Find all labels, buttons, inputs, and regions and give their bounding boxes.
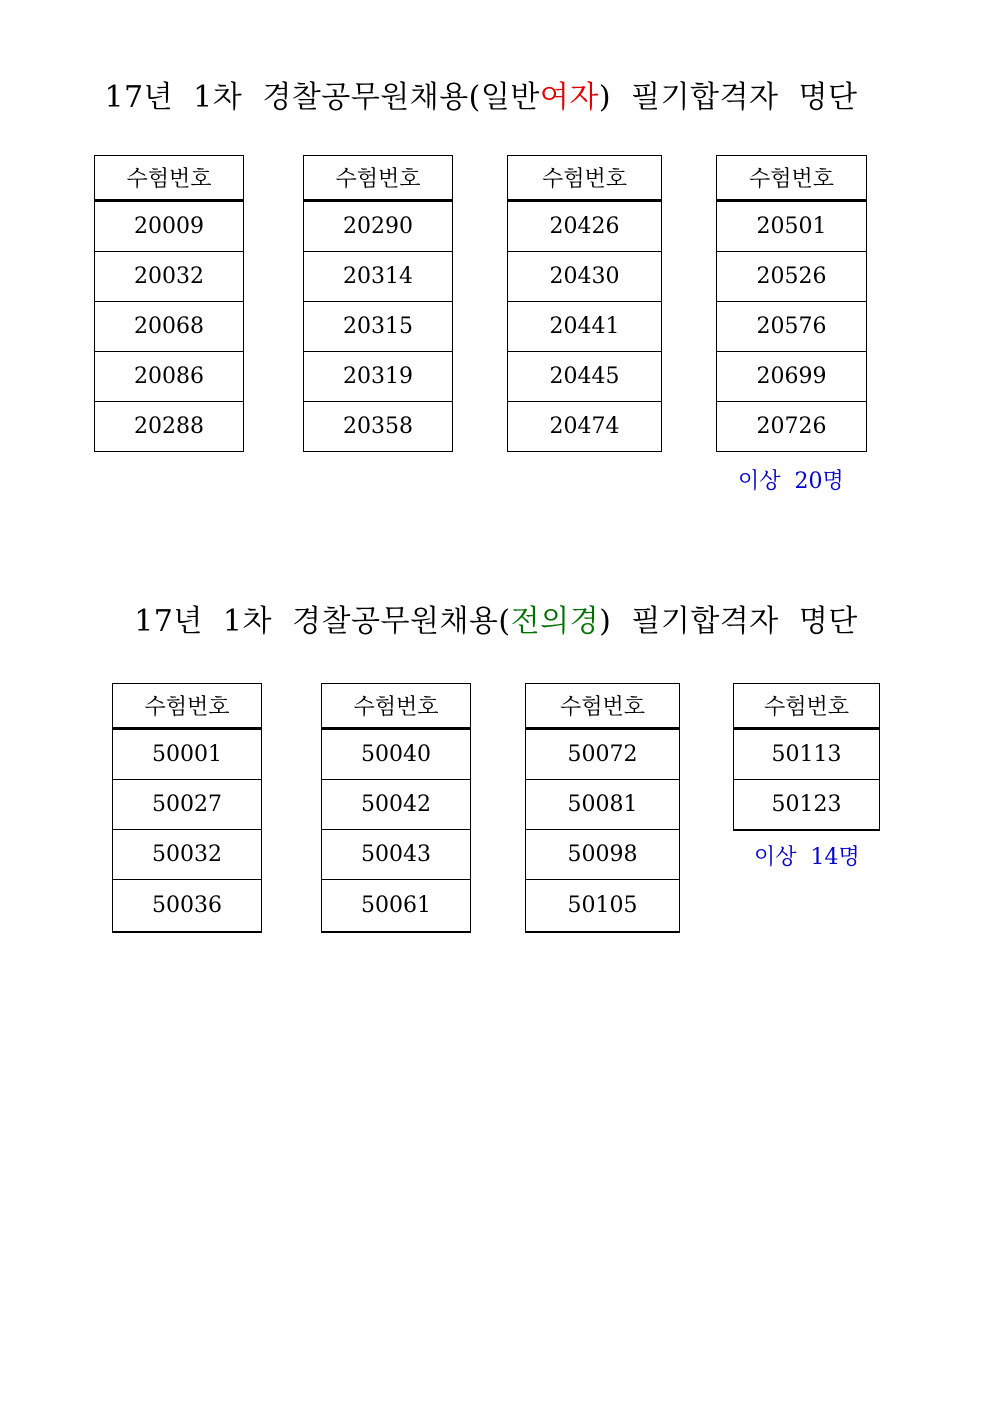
id-table-1-2 — [303, 155, 453, 452]
table-row — [304, 402, 453, 452]
table-row — [113, 830, 262, 880]
title-highlight: 여자 — [539, 80, 599, 115]
column-header: 수험번호 — [322, 684, 471, 729]
column-header: 수험번호 — [717, 156, 867, 201]
exam-number-cell: 50098 — [526, 830, 680, 880]
column-header: 수험번호 — [526, 684, 680, 729]
exam-number-cell: 50123 — [734, 780, 880, 831]
title-text: ) 필기합격자 명단 — [599, 604, 858, 639]
table-row — [95, 402, 244, 452]
exam-number-cell: 20068 — [95, 302, 244, 352]
exam-number-cell: 50042 — [322, 780, 471, 830]
exam-number-cell: 20319 — [304, 352, 453, 402]
exam-number-cell: 20314 — [304, 252, 453, 302]
exam-number-cell: 20441 — [508, 302, 662, 352]
table-row — [113, 880, 262, 933]
exam-number-cell: 20086 — [95, 352, 244, 402]
table-header-row — [734, 684, 880, 729]
exam-number-cell: 50113 — [734, 729, 880, 780]
table-header-row — [304, 156, 453, 201]
table-row — [526, 880, 680, 933]
table-row — [322, 880, 471, 933]
table-header-row — [717, 156, 867, 201]
exam-number-cell: 50072 — [526, 729, 680, 780]
table-row — [734, 729, 880, 780]
exam-number-cell: 50043 — [322, 830, 471, 880]
exam-number-cell: 20526 — [717, 252, 867, 302]
table-row — [508, 402, 662, 452]
table-row — [95, 252, 244, 302]
table-row — [526, 830, 680, 880]
table-row — [113, 780, 262, 830]
column-header: 수험번호 — [113, 684, 262, 729]
table-row — [508, 252, 662, 302]
table-header-row — [508, 156, 662, 201]
table-row — [304, 252, 453, 302]
column-header: 수험번호 — [304, 156, 453, 201]
exam-number-cell: 50001 — [113, 729, 262, 780]
column-header: 수험번호 — [508, 156, 662, 201]
section-2-total-note: 이상 14명 — [754, 845, 860, 870]
exam-number-cell: 50036 — [113, 880, 262, 933]
table-row — [508, 352, 662, 402]
table-row — [734, 780, 880, 831]
exam-number-cell: 20474 — [508, 402, 662, 452]
column-header: 수험번호 — [95, 156, 244, 201]
id-table-2-2 — [321, 683, 471, 933]
exam-number-cell: 20699 — [717, 352, 867, 402]
id-table-1-4 — [716, 155, 867, 452]
table-row — [95, 352, 244, 402]
exam-number-cell: 20315 — [304, 302, 453, 352]
title-text: 17년 1차 경찰공무원채용(일반 — [104, 80, 540, 115]
table-header-row — [113, 684, 262, 729]
table-row — [322, 729, 471, 780]
table-row — [95, 201, 244, 252]
table-row — [322, 780, 471, 830]
table-row — [717, 402, 867, 452]
section-2-title — [0, 596, 992, 640]
exam-number-cell: 20430 — [508, 252, 662, 302]
table-header-row — [526, 684, 680, 729]
exam-number-cell: 20290 — [304, 201, 453, 252]
table-header-row — [322, 684, 471, 729]
table-row — [526, 780, 680, 830]
exam-number-cell: 20009 — [95, 201, 244, 252]
exam-number-cell: 20726 — [717, 402, 867, 452]
exam-number-cell: 20288 — [95, 402, 244, 452]
column-header: 수험번호 — [734, 684, 880, 729]
exam-number-cell: 50081 — [526, 780, 680, 830]
id-table-2-4 — [733, 683, 880, 831]
section-1-total-note: 이상 20명 — [738, 469, 844, 494]
exam-number-cell: 50105 — [526, 880, 680, 933]
id-table-2-1 — [112, 683, 262, 933]
title-highlight: 전의경 — [510, 604, 600, 639]
id-table-1-3 — [507, 155, 662, 452]
table-row — [717, 352, 867, 402]
exam-number-cell: 20576 — [717, 302, 867, 352]
table-row — [717, 201, 867, 252]
exam-number-cell: 20501 — [717, 201, 867, 252]
table-row — [717, 252, 867, 302]
exam-number-cell: 20032 — [95, 252, 244, 302]
table-row — [508, 302, 662, 352]
table-row — [95, 302, 244, 352]
section-1-title — [0, 72, 977, 116]
table-row — [322, 830, 471, 880]
table-row — [304, 201, 453, 252]
title-text: 17년 1차 경찰공무원채용( — [134, 604, 511, 639]
table-row — [717, 302, 867, 352]
exam-number-cell: 20358 — [304, 402, 453, 452]
id-table-2-3 — [525, 683, 680, 933]
table-header-row — [95, 156, 244, 201]
exam-number-cell: 50027 — [113, 780, 262, 830]
table-row — [304, 302, 453, 352]
id-table-1-1 — [94, 155, 244, 452]
exam-number-cell: 50032 — [113, 830, 262, 880]
exam-number-cell: 50061 — [322, 880, 471, 933]
exam-number-cell: 20426 — [508, 201, 662, 252]
exam-number-cell: 20445 — [508, 352, 662, 402]
exam-number-cell: 50040 — [322, 729, 471, 780]
table-row — [508, 201, 662, 252]
title-text: ) 필기합격자 명단 — [598, 80, 858, 115]
table-row — [304, 352, 453, 402]
table-row — [113, 729, 262, 780]
table-row — [526, 729, 680, 780]
